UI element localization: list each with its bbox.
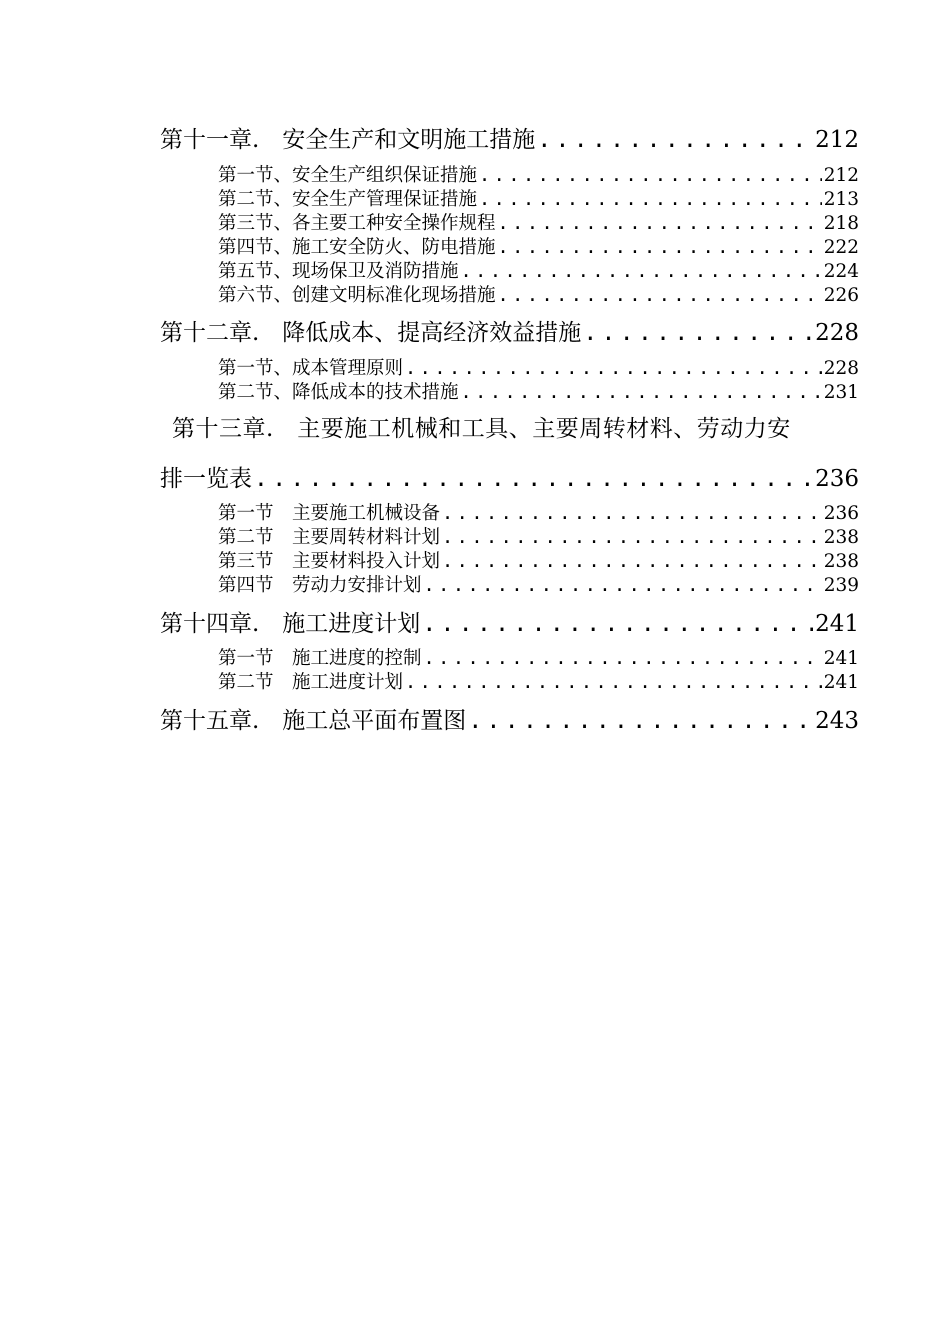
toc-page-number: 212 (823, 165, 859, 186)
toc-dot-leader (466, 706, 813, 736)
toc-dot-leader (459, 381, 822, 405)
toc-entry-title: 第十四章. 施工进度计划 (160, 611, 421, 637)
toc-page-number: 228 (815, 320, 859, 346)
toc-page-number: 231 (823, 382, 859, 403)
toc-page-number: 238 (823, 551, 859, 572)
toc-section-13-1[interactable] (218, 502, 859, 526)
toc-page-number: 239 (823, 575, 859, 596)
toc-section-11-3[interactable] (218, 212, 859, 236)
toc-section-11-1[interactable] (218, 164, 859, 188)
toc-dot-leader (422, 647, 822, 671)
toc-page-number: 236 (815, 466, 859, 492)
toc-entry-title: 第一节、安全生产组织保证措施 (218, 165, 478, 186)
toc-page-number: 212 (815, 127, 859, 153)
toc-dot-leader (252, 464, 813, 494)
toc-entry-title: 第四节、施工安全防火、防电措施 (218, 237, 496, 258)
toc-entry-title: 排一览表 (160, 466, 252, 492)
toc-dot-leader (459, 260, 822, 284)
toc-entry-title: 第三节 主要材料投入计划 (218, 551, 441, 572)
toc-page-number: 241 (823, 648, 859, 669)
toc-page-number: 241 (815, 611, 859, 637)
toc-chapter-13[interactable] (160, 464, 859, 494)
toc-dot-leader (440, 550, 822, 574)
toc-section-12-1[interactable] (218, 357, 859, 381)
toc-dot-leader (496, 284, 822, 308)
toc-dot-leader (422, 574, 822, 598)
toc-entry-title: 第四节 劳动力安排计划 (218, 575, 422, 596)
toc-section-11-2[interactable] (218, 188, 859, 212)
toc-page-number: 222 (823, 237, 859, 258)
toc-chapter-12[interactable] (160, 318, 859, 348)
toc-dot-leader (440, 502, 822, 526)
toc-section-12-2[interactable] (218, 381, 859, 405)
toc-section-13-2[interactable] (218, 526, 859, 550)
toc-entry-title: 第六节、创建文明标准化现场措施 (218, 285, 496, 306)
toc-entry-title: 第一节 主要施工机械设备 (218, 503, 441, 524)
toc-dot-leader (403, 357, 822, 381)
toc-entry-title: 第三节、各主要工种安全操作规程 (218, 213, 496, 234)
toc-dot-leader (420, 609, 813, 639)
toc-entry-title: 第十五章. 施工总平面布置图 (160, 708, 467, 734)
toc-section-11-5[interactable] (218, 260, 859, 284)
toc-entry-title: 第十二章. 降低成本、提高经济效益措施 (160, 320, 582, 346)
toc-entry-title: 第一节 施工进度的控制 (218, 648, 422, 669)
toc-page-number: 236 (823, 503, 859, 524)
toc-entry-title: 第十一章. 安全生产和文明施工措施 (160, 127, 536, 153)
toc-entry-title: 第二节 主要周转材料计划 (218, 527, 441, 548)
toc-chapter-14[interactable] (160, 609, 859, 639)
toc-page-number: 224 (823, 261, 859, 282)
toc-dot-leader (496, 212, 822, 236)
toc-page-number: 226 (823, 285, 859, 306)
toc-section-13-4[interactable] (218, 574, 859, 598)
toc-entry-title: 第二节 施工进度计划 (218, 672, 404, 693)
toc-page-number: 228 (823, 358, 859, 379)
toc-section-11-4[interactable] (218, 236, 859, 260)
toc-dot-leader (496, 236, 822, 260)
toc-dot-leader (477, 188, 822, 212)
toc-section-13-3[interactable] (218, 550, 859, 574)
toc-page-number: 241 (823, 672, 859, 693)
toc-section-11-6[interactable] (218, 284, 859, 308)
toc-chapter-13-title-line[interactable]: 第十三章. 主要施工机械和工具、主要周转材料、劳动力安 (172, 416, 791, 442)
toc-entry-title: 第二节、降低成本的技术措施 (218, 382, 459, 403)
toc-page-number: 243 (815, 708, 859, 734)
toc-entry-title: 第一节、成本管理原则 (218, 358, 404, 379)
toc-section-14-1[interactable] (218, 647, 859, 671)
toc-dot-leader (403, 671, 822, 695)
toc-chapter-15[interactable] (160, 706, 859, 736)
toc-section-14-2[interactable] (218, 671, 859, 695)
toc-entry-title: 第二节、安全生产管理保证措施 (218, 189, 478, 210)
toc-page-number: 218 (823, 213, 859, 234)
toc-dot-leader (581, 318, 813, 348)
toc-dot-leader (535, 125, 813, 155)
toc-page-number: 238 (823, 527, 859, 548)
toc-page-number: 213 (823, 189, 859, 210)
toc-dot-leader (477, 164, 822, 188)
toc-entry-title: 第五节、现场保卫及消防措施 (218, 261, 459, 282)
toc-chapter-11[interactable] (160, 125, 859, 155)
toc-dot-leader (440, 526, 822, 550)
